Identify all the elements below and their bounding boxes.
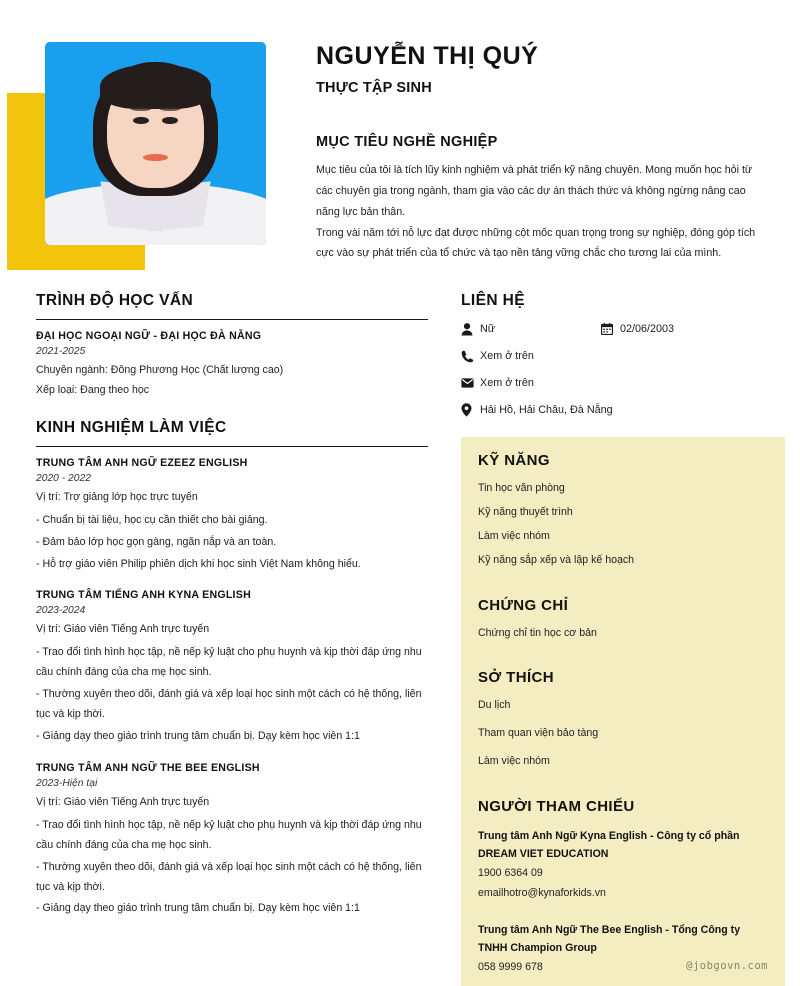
education-grade: Xếp loại: Đang theo học [36, 383, 150, 396]
experience-date: 2020 - 2022 [36, 472, 91, 484]
experience-bullet: - Trao đổi tình hình học tập, nề nếp kỷ luật cho phụ huynh và kịp thời đáp ứng nhu cầu chính đáng của cha mẹ học sinh. [36, 646, 422, 679]
sidebar-content [478, 452, 774, 986]
experience-bullets [36, 816, 428, 920]
candidate-job-title: THỰC TẬP SINH [316, 79, 432, 96]
references-heading: NGƯỜI THAM CHIẾU [478, 798, 635, 816]
name-block [316, 42, 776, 96]
education-org: ĐẠI HỌC NGOẠI NGỮ - ĐẠI HỌC ĐÀ NẴNG [36, 330, 262, 342]
reference-name-line: Trung tâm Anh Ngữ Kyna English - Công ty cổ phần [478, 830, 740, 843]
experience-position: Vị trí: Giáo viên Tiếng Anh trực tuyến [36, 623, 210, 636]
experience-bullet: - Giảng dạy theo giáo trình trung tâm chuẩn bị. Dạy kèm học viên 1:1 [36, 902, 360, 915]
contact-phone-value: Xem ở trên [480, 350, 534, 362]
experience-entry [36, 762, 428, 919]
reference-email: emailhotro@kynaforkids.vn [478, 887, 606, 900]
contact-gender-value: Nữ [480, 323, 496, 335]
skill-item: Làm việc nhóm [478, 529, 550, 542]
contact-row-address [461, 403, 785, 417]
watermark: @jobgovn.com [686, 960, 768, 972]
reference-name-line: DREAM VIET EDUCATION [478, 848, 609, 861]
reference-phone: 058 9999 678 [478, 961, 543, 974]
experience-bullet: - Đảm bảo lớp học gọn gàng, ngăn nắp và an toàn. [36, 535, 277, 548]
contact-birthdate-value: 02/06/2003 [620, 323, 675, 335]
career-objective-section [316, 134, 768, 264]
certificate-item: Chứng chỉ tin học cơ bản [478, 626, 597, 639]
reference-phone: 1900 6364 09 [478, 867, 543, 880]
phone-icon [461, 349, 480, 363]
experience-org: TRUNG TÂM ANH NGỮ THE BEE ENGLISH [36, 761, 260, 774]
education-entry [36, 330, 428, 401]
experience-entry [36, 457, 428, 575]
experience-date: 2023-Hiện tại [36, 777, 98, 789]
photo-lips [143, 154, 167, 161]
objective-heading: MỤC TIÊU NGHỀ NGHIỆP [316, 134, 498, 150]
left-column [36, 292, 428, 934]
experience-date: 2023-2024 [36, 605, 86, 617]
skill-item: Tin học văn phòng [478, 482, 565, 494]
certificates-heading: CHỨNG CHỈ [478, 596, 569, 614]
skill-item: Kỹ năng sắp xếp và lập kế hoạch [478, 553, 635, 566]
objective-paragraph-2: Trong vài năm tới nỗ lực đạt được những cột mốc quan trọng trong sự nghiệp, đóng góp tích cực vào sự phát triển của tổ chức và tạo nền tảng vững chắc cho tương lai của mình. [316, 226, 756, 260]
interest-item: Làm việc nhóm [478, 755, 550, 768]
education-date: 2021-2025 [36, 346, 86, 357]
interests-heading: SỞ THÍCH [478, 669, 554, 687]
contact-row-phone [461, 349, 785, 363]
experience-bullets [36, 643, 428, 747]
photo-eyebrow-right [160, 107, 180, 111]
experience-bullets [36, 511, 428, 575]
experience-heading: KINH NGHIỆM LÀM VIỆC [36, 418, 227, 436]
envelope-icon [461, 376, 480, 390]
experience-org: TRUNG TÂM TIẾNG ANH KYNA ENGLISH [36, 589, 251, 602]
education-heading: TRÌNH ĐỘ HỌC VẤN [36, 292, 194, 309]
contact-gender [461, 322, 601, 336]
contact-email-value: Xem ở trên [480, 377, 534, 389]
education-major: Chuyên ngành: Đông Phương Học (Chất lượng cao) [36, 364, 284, 376]
reference-entry [478, 827, 774, 903]
cv-header [0, 0, 800, 290]
photo-hair-top [100, 64, 211, 109]
experience-bullet: - Trao đổi tình hình học tập, nề nếp kỷ luật cho phụ huynh và kịp thời đáp ứng nhu cầu chính đáng của cha mẹ học sinh. [36, 818, 422, 851]
objective-paragraph-1: Mục tiêu của tôi là tích lũy kinh nghiệm và phát triển kỹ năng chuyên. Mong muốn học hỏi từ các chuyên gia trong ngành, tham gia vào các dự án thách thức và không ngừng nâng cao năng lực bản thân. [316, 164, 753, 218]
contact-address-value: Hải Hồ, Hải Châu, Đà Nẵng [480, 404, 613, 416]
contact-row-gender-birthdate [461, 322, 785, 336]
photo-eyebrow-left [131, 107, 151, 111]
contact-section [461, 292, 785, 430]
skills-heading: KỸ NĂNG [478, 452, 550, 469]
contact-heading: LIÊN HỆ [461, 292, 525, 309]
education-divider [36, 319, 428, 320]
interest-item: Du lịch [478, 699, 511, 712]
experience-bullet: - Hỗ trợ giáo viên Philip phiên dịch khi học sinh Việt Nam không hiểu. [36, 557, 361, 570]
experience-divider [36, 446, 428, 447]
experience-position: Vị trí: Giáo viên Tiếng Anh trực tuyến [36, 795, 210, 808]
profile-photo [45, 42, 266, 245]
experience-bullet: - Thường xuyên theo dõi, đánh giá và xếp loại học sinh một cách có hệ thống, liên tục và kịp thời. [36, 688, 422, 721]
candidate-name: NGUYỄN THỊ QUÝ [316, 42, 539, 70]
experience-bullet: - Giảng dạy theo giáo trình trung tâm chuẩn bị. Dạy kèm học viên 1:1 [36, 729, 360, 742]
interest-item: Tham quan viện bảo tàng [478, 727, 599, 740]
skill-item: Kỹ năng thuyết trình [478, 505, 573, 518]
person-icon [461, 322, 480, 336]
map-pin-icon [461, 403, 480, 417]
experience-entry [36, 589, 428, 746]
experience-position: Vị trí: Trợ giảng lớp học trực tuyến [36, 490, 198, 503]
reference-name-line: TNHH Champion Group [478, 942, 597, 955]
experience-bullet: - Thường xuyên theo dõi, đánh giá và xếp loại học sinh một cách có hệ thống, liên tục và kịp thời. [36, 860, 422, 893]
contact-row-email [461, 376, 785, 390]
experience-bullet: - Chuẩn bị tài liệu, học cụ cần thiết cho bài giảng. [36, 513, 268, 526]
contact-birthdate [601, 322, 674, 336]
experience-org: TRUNG TÂM ANH NGỮ EZEEZ ENGLISH [36, 456, 248, 469]
calendar-icon [601, 322, 620, 336]
reference-name-line: Trung tâm Anh Ngữ The Bee English - Tổng Công ty [478, 924, 741, 937]
